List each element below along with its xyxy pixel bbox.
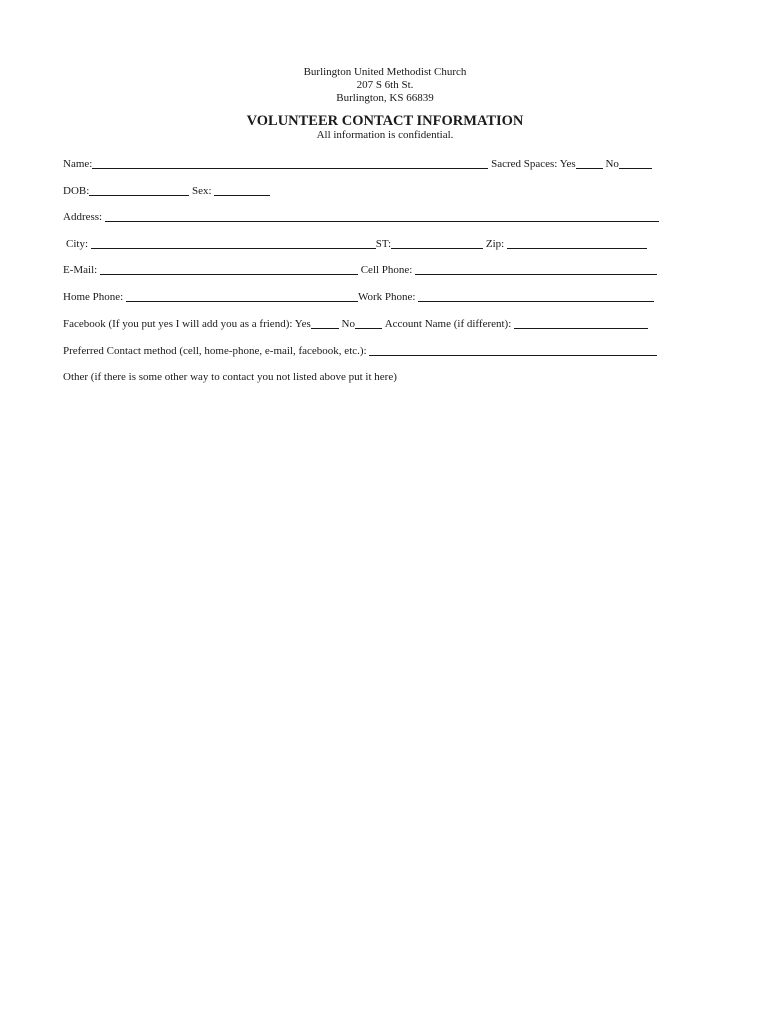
cell-phone-label: Cell Phone: <box>360 264 413 276</box>
dob-label: DOB: <box>63 185 90 197</box>
home-phone-field[interactable] <box>126 290 358 302</box>
state-label: ST: <box>375 238 392 250</box>
home-phone-label: Home Phone: <box>63 291 124 303</box>
phone-row <box>63 290 654 304</box>
sex-field[interactable] <box>214 184 270 196</box>
church-header <box>0 66 770 105</box>
preferred-contact-field[interactable] <box>369 344 657 356</box>
preferred-contact-label: Preferred Contact method (cell, home-phone, e-mail, facebook, etc.): <box>63 345 367 357</box>
preferred-contact-row <box>63 344 657 358</box>
account-name-field[interactable] <box>514 317 648 329</box>
address-row <box>63 210 659 224</box>
facebook-yes-label: Facebook (If you put yes I will add you as a friend): Yes <box>63 318 311 330</box>
email-field[interactable] <box>100 263 358 275</box>
work-phone-field[interactable] <box>418 290 654 302</box>
form-subtitle: All information is confidential. <box>316 129 454 141</box>
sacred-spaces-no-field[interactable] <box>619 157 652 169</box>
address-field[interactable] <box>105 210 659 222</box>
address-label: Address: <box>63 211 103 223</box>
church-name: Burlington United Methodist Church <box>303 66 467 78</box>
email-row <box>63 263 657 277</box>
other-contact-label: Other (if there is some other way to contact you not listed above put it here) <box>63 371 397 383</box>
form-title: VOLUNTEER CONTACT INFORMATION <box>246 113 524 129</box>
dob-field[interactable] <box>89 184 189 196</box>
work-phone-label: Work Phone: <box>357 291 416 303</box>
zip-field[interactable] <box>507 237 647 249</box>
sex-label: Sex: <box>192 185 212 197</box>
city-row <box>66 237 647 251</box>
state-field[interactable] <box>391 237 483 249</box>
other-contact-row <box>63 371 397 384</box>
cell-phone-field[interactable] <box>415 263 657 275</box>
email-label: E-Mail: <box>63 264 98 276</box>
sacred-spaces-yes-label: Sacred Spaces: Yes <box>491 158 576 170</box>
facebook-yes-field[interactable] <box>311 317 339 329</box>
church-street: 207 S 6th St. <box>356 79 414 91</box>
city-field[interactable] <box>91 237 376 249</box>
sacred-spaces-no-label: No <box>605 158 619 170</box>
zip-label: Zip: <box>485 238 505 250</box>
church-city-state: Burlington, KS 66839 <box>336 92 434 104</box>
name-field[interactable] <box>92 157 488 169</box>
facebook-row <box>63 317 648 331</box>
account-name-label: Account Name (if different): <box>384 318 512 330</box>
name-row <box>63 157 652 171</box>
dob-row <box>63 184 270 198</box>
facebook-no-label: No <box>341 318 355 330</box>
name-label: Name: <box>63 158 93 170</box>
sacred-spaces-yes-field[interactable] <box>576 157 603 169</box>
facebook-no-field[interactable] <box>355 317 382 329</box>
city-label: City: <box>66 238 89 250</box>
